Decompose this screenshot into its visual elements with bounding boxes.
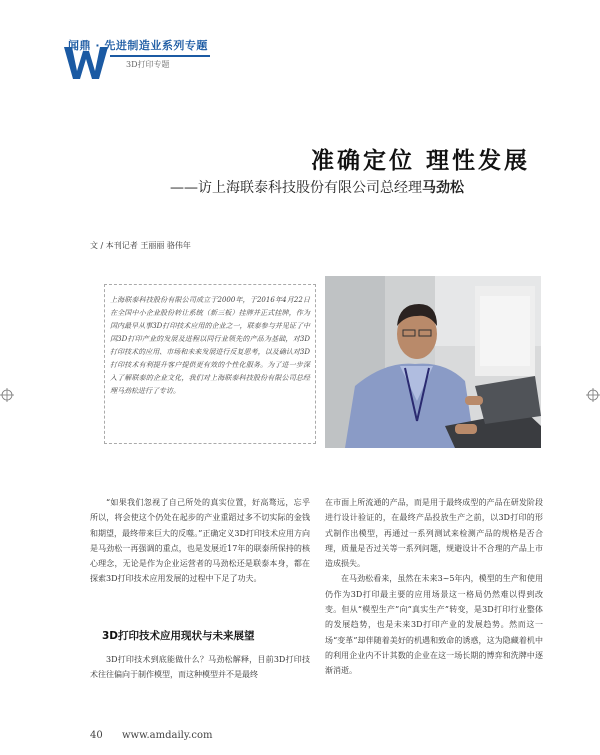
- left-paragraph: “如果我们忽视了自己所处的真实位置，好高骛远，忘乎所以，将会使这个仍处在起步的产业重蹈过多不切实际的金钱和期望，最终带来巨大的反噬。”正确定义3D打印技术应用方向是马劲松一再强调的重点，也是发展近17年的联泰所保持的核心理念，无论是作为企业运营者的马劲松还是联泰本身，都在探索3D打印技术应用发展的过程中下足了功夫。: [90, 498, 310, 584]
- series-title: 闻鼎 · 先进制造业系列专题: [68, 39, 208, 52]
- article-subtitle: [170, 177, 530, 197]
- interview-photo: [325, 276, 541, 448]
- registration-mark-right-icon: [586, 388, 600, 402]
- page-number: 40: [90, 730, 103, 741]
- section-heading: 3D打印技术应用现状与未来展望: [102, 630, 255, 642]
- byline: 文 / 本刊记者 王丽丽 骆伟年: [90, 241, 191, 250]
- section-label: 3D打印专题: [126, 60, 170, 69]
- footer-url: www.amdaily.com: [122, 730, 213, 741]
- left-paragraph-2: 3D打印技术到底能做什么？马劲松解释，目前3D打印技术往往偏向于制作模型，而这种模型并不是最终: [90, 655, 310, 680]
- subtitle-prefix: ——访上海联泰科技股份有限公司总经理: [170, 180, 422, 196]
- article-title: 准确定位 理性发展: [310, 147, 530, 174]
- left-column: [90, 495, 310, 587]
- intro-text: 上海联泰科技股份有限公司成立于2000年，于2016年4月22日在全国中小企业股份转让系统（新三板）挂牌并正式挂牌，作为国内最早从事3D打印技术应用的企业之一，联泰参与并见证了中国3D打印产业的发展及进程以同行业领先的产品为基础，对3D打印技术的应用、市场和未来发展进行反复思考，以及确认对3D打印技术有利提升客户提供更有效的个性化服务。为了进一步深入了解联泰的企业文化，我们对上海联泰科技股份有限公司总经理马劲松进行了专访。: [110, 296, 310, 395]
- left-column-continued: [90, 652, 310, 683]
- header-rule: [110, 55, 210, 57]
- right-paragraph-2: 在马劲松看来，虽然在未来3~5年内，模型的生产和使用仍作为3D打印最主要的应用场景这一格局仍然难以得到改变。但从“模型生产”向“真实生产”转变，是3D打印行业整体的发展趋势，也是未来3D打印产业的发展趋势。然而这一场“变革”却伴随着美好的机遇和致命的诱惑，这为隐藏着机中的利用企业内不计其数的企业在这一场长期的博弈和洗牌中逐渐消逝。: [325, 574, 543, 676]
- registration-mark-left-icon: [0, 388, 14, 402]
- right-column: [325, 495, 543, 679]
- subtitle-name: 马劲松: [422, 180, 464, 196]
- right-paragraph-1: 在市面上所流通的产品，而是用于最终成型的产品在研发阶段进行设计验证的，在最终产品投放生产之前，以3D打印的形式制作出模型，再通过一系列测试来检测产品的规格是否合理，质量是否过关等一系列问题，规避设计不合理的产品上市造成损失。: [325, 498, 543, 569]
